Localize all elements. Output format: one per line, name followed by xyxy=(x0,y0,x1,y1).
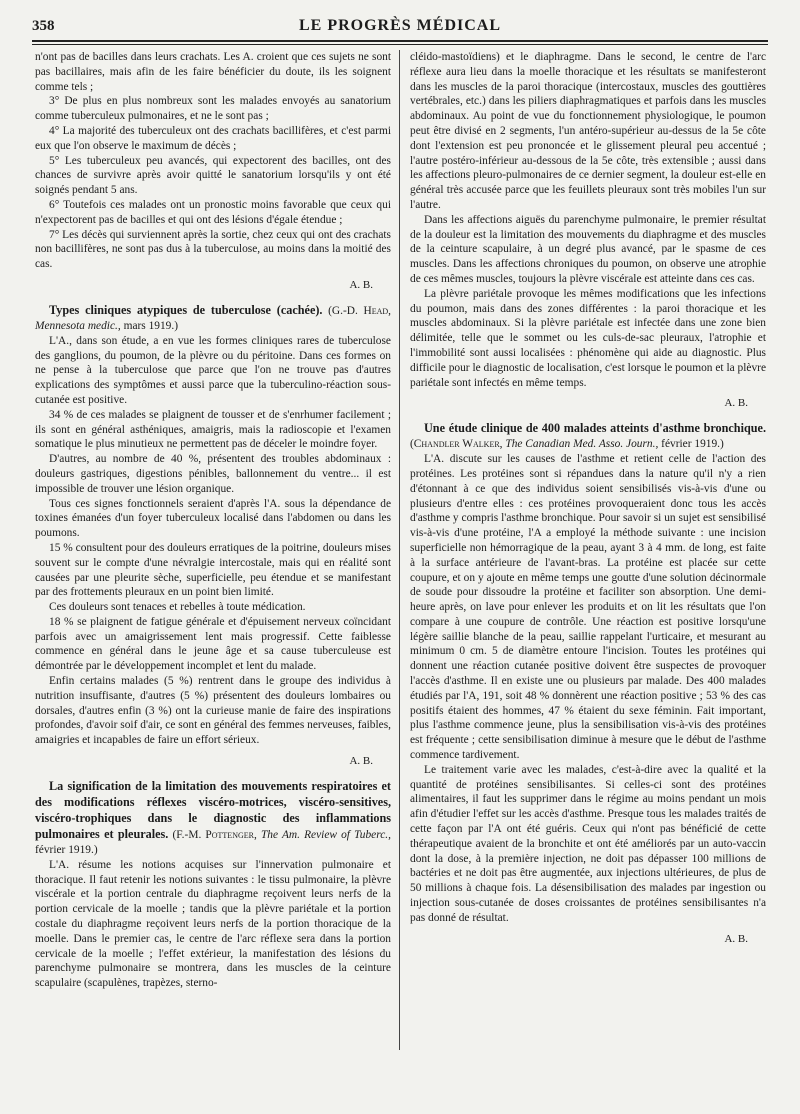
paragraph: Dans les affections aiguës du parenchyme pulmonaire, le premier résultat de la douleur est la limitation des mouvements du diaphragme et des muscles de la ceinture scapulaire, à un degré plus avancé, par le spasme de ces muscles. Dans les affections chroniques du poumon, on observe une atrophie de ces mêmes muscles, toujours la plèvre viscérale est atteinte dans ces cas. xyxy=(410,213,766,285)
page-number: 358 xyxy=(32,18,55,34)
paragraph: La plèvre pariétale provoque les mêmes modifications que les infections du poumon, mais dans des zones différentes : la paroi thoracique et les muscles abdominaux. Si la plèvre pariétale est infectée dans une zone bien délimitée, telle que le sommet ou les culs-de-sac pleuraux, l'atrophie et l'immobilité sont aussi localisées : phénomène qui aide au diagnostic. Plus difficile pour le diagnostic de localisation, c'est lorsque le poumon et la plèvre pariétale sont infectés en même temps. xyxy=(410,287,766,389)
paragraph: Tous ces signes fonctionnels seraient d'après l'A. sous la dépendance de toxines émanées d'un foyer tuberculeux localisé dans l'abdomen ou dans les poumons. xyxy=(35,497,391,540)
article-author: (Chandler Walker, xyxy=(410,438,503,451)
paragraph: Le traitement varie avec les malades, c'est-à-dire avec la qualité et la quantité de protéines sensibilisantes. Si celles-ci sont des protéines alimentaires, il faut les supprimer dans le régime au moins pendant un mois afin d'étudier l'effet sur les accès d'asthme. Presque tous les malades traités de cette façon par l'A ont été guéris. Ceux qui n'ont pas bénéficié de cette thérapeutique avaient de la bronchite et ont été améliorés par un auto-vaccin dont la dose, à la première injection, ne doit pas dépasser 100 millions de bactéries et ne doit pas être augmentée, aux injections ultérieures, de plus de 50 millions à chaque fois. La désensibilisation des malades par ingestion ou injection sous-cutanée de doses croissantes de protéines sensibilisantes n'a pas donné de résultat. xyxy=(410,763,766,924)
paragraph: 18 % se plaignent de fatigue générale et d'épuisement nerveux coïncidant parfois avec un amaigrissement lent mais progressif. Cette faiblesse commence en général dans le jeune âge et sa cause tuberculeuse est démontrée par le développement incomplet et lent du malade. xyxy=(35,615,391,673)
article-author: (F.-M. Pottenger, xyxy=(172,828,257,841)
article-date: février 1919.) xyxy=(661,438,724,451)
article-heading xyxy=(35,303,391,334)
paragraph: 15 % consultent pour des douleurs erratiques de la poitrine, douleurs mises souvent sur le compte d'une névralgie intercostale, mais qui en réalité sont causées par une pleurite sèche, superficielle, peu étendue et se manifestant par des frottements pleuraux en un point bien limité. xyxy=(35,541,391,599)
header-rule-thin xyxy=(32,44,768,45)
signature: A. B. xyxy=(349,278,373,291)
paragraph: Ces douleurs sont tenaces et rebelles à toute médication. xyxy=(49,601,306,614)
journal-title: LE PROGRÈS MÉDICAL xyxy=(298,17,502,34)
paragraph: 5° Les tuberculeux peu avancés, qui expectorent des bacilles, ont des chances de survivre après avoir quitté le sanatorium lorsqu'ils y ont été soignés pendant 5 ans. xyxy=(35,154,391,197)
paragraph: Enfin certains malades (5 %) rentrent dans le groupe des individus à nutrition insuffisante, d'autres (5 %) présentent des douleurs lombaires ou dorsales, d'autres enfin (3 %) ont la curieuse manie de faire des inspirations profondes, d'avoir soif d'air, ce sont en général des femmes nerveuses, faibles, amaigries et incapables de faire un effort sérieux. xyxy=(35,675,391,747)
paragraph: n'ont pas de bacilles dans leurs crachats. Les A. croient que ces sujets ne sont pas bacillaires, mais afin de les faire bénéficier du doute, ils les soignent comme tels ; xyxy=(35,51,391,93)
article-title: Une étude clinique de 400 malades atteints d'asthme bronchique. xyxy=(424,421,766,436)
paragraph: L'A. discute sur les causes de l'asthme et retient celle de l'action des protéines. Les protéines sont si répandues dans la nature qu'il n'y a rien d'étonnant à ce que des individus soient sensibilisés vis-à-vis d'une ou plusieurs d'entre elles : ces protéines provoqueraient donc tous les accès d'asthme y compris l'asthme bronchique. Pour savoir si un sujet est sensibilisé vis-à-vis d'une protéine, l'A a employé la méthode suivante : une incision superficielle non hémorragique de la peau, ayant 3 à 4 mm. de long, est faite à la surface antérieure de l'avant-bras. La protéine est placée sur cette coupure, et on y ajoute en même temps une goutte d'une solution décinormale de soude pour dissoudre la protéine et faciliter son absorption. Une demi-heure après, on lave pour enlever les produits et on lit les résultats que l'on compare à une coupure de contrôle. Une réaction est positive lorsqu'une légère saillie blanche de la peau, saillie rappelant l'urticaire, et mesurant au minimum 0 cm. 5 de diamètre entoure l'incision. Toutes les protéines qui donnent une réaction cutanée positive doivent être suspectes de provoquer l'accès d'asthme. Il en existe une ou plusieurs par malade. Des 400 malades étudiés par l'A, 191, soit 48 % donnèrent une réaction positive ; 53 % des cas positifs étaient des hommes, 47 % étaient du sexe féminin. Fait important, plus l'asthme commence jeune, plus la sensibilisation vis-à-vis des protéines est fréquente ; cette sensibilisation diminue à mesure que le début de l'asthme commence tardivement. xyxy=(410,453,766,762)
article-heading xyxy=(35,779,391,858)
header-rule xyxy=(32,40,768,42)
paragraph: cléido-mastoïdiens) et le diaphragme. Dans le second, le centre de l'arc réflexe aura lieu dans la moelle thoracique et les résultats se manifesteront dans les muscles de la paroi thoracique (intercostaux, muscles des gouttières vertébrales, etc.) dans les piliers diaphragmatiques et parfois dans les muscles abdominaux. Au point de vue du fonctionnement physiologique, le poumon peut être divisé en 2 segments, l'un antéro-supérieur au-dessus de la 5e côte dont l'extension est peu prononcée et le glissement pleural peu accentué ; l'autre postéro-inférieur au-dessous de la 5e côte, très extensible ; aussi dans les affections pleuro-pulmonaires de ce dernier segment, la douleur est-elle en général très accusée parce que les feuillets pleuraux sont très mobiles l'un sur l'autre. xyxy=(410,51,766,211)
article-title: Types cliniques atypiques de tuberculose (cachée). xyxy=(49,302,323,317)
page-header xyxy=(32,14,768,42)
article-journal: The Canadian Med. Asso. Journ., xyxy=(505,438,659,451)
paragraph: D'autres, au nombre de 40 %, présentent des troubles abdominaux : douleurs gastriques, digestions pénibles, ballonnement du ventre... il est impossible de trouver une lésion organique. xyxy=(35,453,391,495)
paragraph: 7° Les décès qui surviennent après la sortie, chez ceux qui ont des crachats non bacillifères, ne sont pas dus à la tuberculose, au moins dans la moitié des cas. xyxy=(35,228,391,271)
paragraph: L'A. résume les notions acquises sur l'innervation pulmonaire et thoracique. Il faut retenir les notions suivantes : le tissu pulmonaire, la plèvre viscérale et la portion centrale du diaphragme reçoivent leurs nerfs de la portion cervicale de la moelle ; tandis que la plèvre pariétale et la portion costale du diaphragme reçoivent leurs nerfs de la portion thoracique de la moelle. Dans le premier cas, le centre de l'arc réflexe sera dans la portion cervicale de la moelle ; l'effet extérieur, la manifestation des lésions du parenchyme pulmonaire se montrera, dans les muscles de la ceinture scapulaire (scapulènes, trapèzes, sterno- xyxy=(35,858,391,990)
paragraph: 6° Toutefois ces malades ont un pronostic moins favorable que ceux qui n'expectorent pas de bacilles et qui ont des lésions d'égale étendue ; xyxy=(35,198,391,226)
column-divider xyxy=(399,50,400,1050)
article-date: février 1919.) xyxy=(35,843,98,856)
signature: A. B. xyxy=(349,755,373,768)
signature: A. B. xyxy=(724,932,748,945)
paragraph: 4° La majorité des tuberculeux ont des crachats bacillifères, et c'est parmi eux que l'on observe le maximum de décès ; xyxy=(35,124,391,152)
left-column xyxy=(35,50,391,991)
signature: A. B. xyxy=(724,397,748,410)
article-journal: The Am. Review of Tuberc., xyxy=(260,828,391,841)
article-heading xyxy=(410,421,766,452)
article-source xyxy=(410,438,724,450)
right-column xyxy=(410,50,766,956)
paragraph: L'A., dans son étude, a en vue les formes cliniques rares de tuberculose des ganglions, du poumon, de la plèvre ou du péritoine. Dans ces formes on ne pense à la tuberculose que parce que l'on ne trouve pas d'autres explications des symptômes et aussi parce que la tuberculino-réaction sous-cutanée est positive. xyxy=(35,334,391,406)
paragraph: 34 % de ces malades se plaignent de tousser et de s'enrhumer facilement ; ils sont en général asthéniques, amaigris, mais la radioscopie et l'examen somatique le plus minutieux ne permettent pas de déceler le moindre foyer. xyxy=(35,408,391,451)
article-author: (G.-D. Head, xyxy=(328,304,391,317)
article-date: mars 1919.) xyxy=(123,319,179,332)
article-journal: Mennesota medic., xyxy=(35,319,121,332)
article-title: La signification de la limitation des mouvements respiratoires et des modifications réflexes viscéro-motrices, viscéro-sensitives, viscéro-trophiques dans le diagnostic des inflammations pulmonaires et pleurales. xyxy=(35,778,391,841)
paragraph: 3° De plus en plus nombreux sont les malades envoyés au sanatorium comme tuberculeux pulmonaires, et ne le sont pas ; xyxy=(35,95,391,123)
